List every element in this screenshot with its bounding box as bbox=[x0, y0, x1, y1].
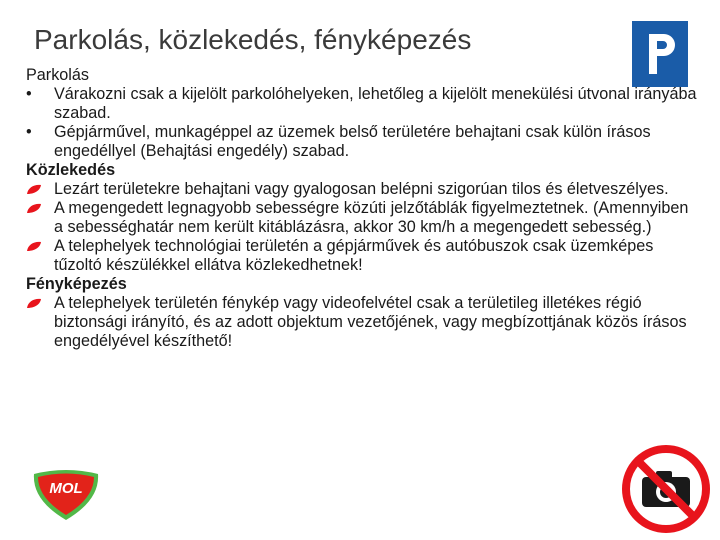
list-item bbox=[26, 85, 698, 123]
list-item-text: A megengedett legnagyobb sebességre közúti jelzőtáblák figyelmeztetnek. (Amennyiben a sebességhatár nem került kitáblázásra, akkor 30 km/h a megengedett sebesség.) bbox=[54, 199, 689, 236]
red-leaf-bullet-icon bbox=[26, 184, 42, 195]
list-item bbox=[26, 294, 698, 351]
section-heading-traffic: Közlekedés bbox=[26, 161, 116, 179]
no-photography-sign-icon bbox=[620, 443, 712, 535]
list-item-text: Gépjárművel, munkagéppel az üzemek belső területére behajtani csak külön írásos engedéllyel (Behajtási engedély) szabad. bbox=[54, 123, 651, 160]
mol-logo bbox=[30, 468, 102, 522]
bullet: • bbox=[26, 123, 32, 141]
red-leaf-bullet-icon bbox=[26, 298, 42, 309]
main-content bbox=[26, 66, 698, 351]
list-item-text: Várakozni csak a kijelölt parkolóhelyeken, lehetőleg a kijelölt menekülési útvonal irányába szabad. bbox=[54, 85, 697, 122]
list-item-text: A telephelyek területén fénykép vagy videofelvétel csak a területileg illetékes régió biztonsági irányító, és az adott objektum vezetőjének, vagy megbízottjának közös írásos engedélyével készíthető! bbox=[54, 294, 687, 350]
list-item-text: A telephelyek technológiai területén a gépjárművek és autóbuszok csak üzemképes tűzoltó készülékkel ellátva közlekedhetnek! bbox=[54, 237, 654, 274]
section-heading-photography: Fényképezés bbox=[26, 275, 127, 293]
section-heading-parking: Parkolás bbox=[26, 66, 89, 84]
red-leaf-bullet-icon bbox=[26, 203, 42, 214]
list-item bbox=[26, 199, 698, 237]
list-item bbox=[26, 237, 698, 275]
list-item bbox=[26, 123, 698, 161]
red-leaf-bullet-icon bbox=[26, 241, 42, 252]
page-title: Parkolás, közlekedés, fényképezés bbox=[34, 24, 472, 55]
bullet: • bbox=[26, 85, 32, 103]
list-item bbox=[26, 180, 698, 199]
list-item-text: Lezárt területekre behajtani vagy gyalogosan belépni szigorúan tilos és életveszélyes. bbox=[54, 180, 669, 198]
mol-logo-text: MOL bbox=[49, 480, 83, 497]
